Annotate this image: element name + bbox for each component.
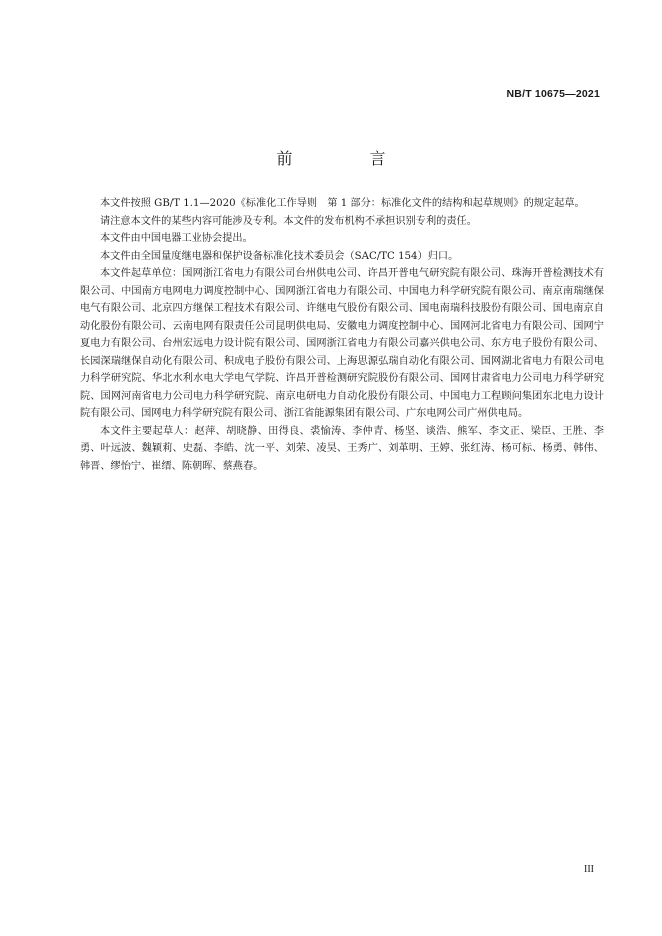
page-number: III	[584, 864, 594, 875]
paragraph-drafters: 本文件主要起草人：赵萍、胡晓静、田得良、裘愉涛、李仲青、杨坚、谈浩、熊军、李文正、梁臣、王胜、李勇、叶远波、魏颖莉、史磊、李皓、沈一平、刘荣、凌昊、王秀广、刘革明、王婷、张红涛、杨可标、杨勇、韩伟、韩晋、缪怡宁、崔缙、陈朝晖、蔡燕春。	[80, 425, 604, 472]
foreword-body	[80, 195, 604, 475]
paragraph-committee: 本文件由全国量度继电器和保护设备标准化技术委员会（SAC/TC 154）归口。	[100, 250, 459, 262]
paragraph-proposer: 本文件由中国电器工业协会提出。	[100, 233, 253, 244]
paragraph-drafting-units: 本文件起草单位：国网浙江省电力有限公司台州供电公司、许昌开普电气研究院有限公司、珠海开普检测技术有限公司、中国南方电网电力调度控制中心、国网浙江省电力有限公司、中国电力科学研究院有限公司、南京南瑞继保电气有限公司、北京四方继保工程技术有限公司、许继电气股份有限公司、国电南瑞科技股份有限公司、国电南京自动化股份有限公司、云南电网有限责任公司昆明供电局、安徽电力调度控制中心、国网河北省电力有限公司、国网宁夏电力有限公司、台州宏远电力设计院有限公司、国网浙江省电力有限公司嘉兴供电公司、东方电子股份有限公司、长园深瑞继保自动化有限公司、积成电子股份有限公司、上海思源弘瑞自动化有限公司、国网湖北省电力有限公司电力科学研究院、华北水利水电大学电气学院、许昌开普检测研究院股份有限公司、国网甘肃省电力公司电力科学研究院、国网河南省电力公司电力科学研究院、南京电研电力自动化股份有限公司、中国电力工程顾问集团东北电力设计院有限公司、国网电力科学研究院有限公司、浙江省能源集团有限公司、广东电网公司广州供电局。	[80, 268, 604, 419]
paragraph-drafting-rules: 本文件按照 GB/T 1.1—2020《标准化工作导则 第 1 部分：标准化文件的结构和起草规则》的规定起草。	[100, 198, 585, 209]
standard-number: NB/T 10675—2021	[506, 88, 600, 100]
page-title: 前 言	[276, 149, 422, 168]
paragraph-patent-notice: 请注意本文件的某些内容可能涉及专利。本文件的发布机构不承担识别专利的责任。	[100, 215, 477, 227]
